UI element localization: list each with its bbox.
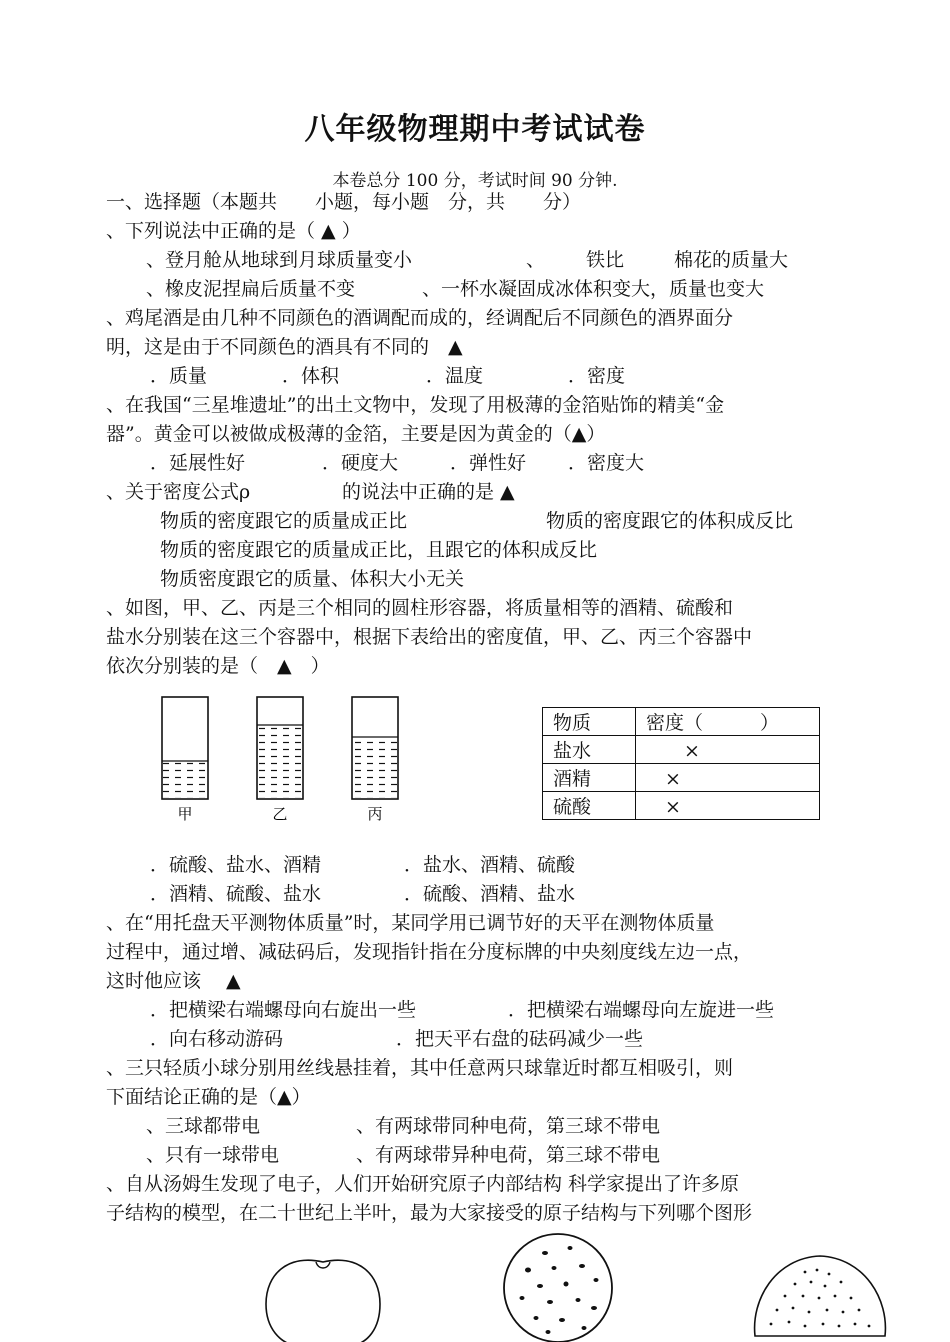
atom-model-bun	[745, 1240, 895, 1342]
density-table	[542, 707, 820, 820]
q2-stem-2: 明，这是由于不同颜色的酒具有不同的 ▲	[106, 336, 463, 358]
q8-stem-1: 、自从汤姆生发现了电子，人们开始研究原子内部结构 科学家提出了许多原	[106, 1173, 740, 1195]
q2-option-b: ．体积	[282, 365, 340, 387]
q8-stem-2: 子结构的模型，在二十世纪上半叶，最为大家接受的原子结构与下列哪个图形	[106, 1202, 753, 1224]
q1-option-b-part2: 铁比	[586, 249, 625, 271]
q4-option-a: 物质的密度跟它的质量成正比	[160, 510, 408, 532]
q7-stem-1: 、三只轻质小球分别用丝线悬挂着，其中任意两只球靠近时都互相吸引，则	[106, 1057, 734, 1079]
q7-stem-2: 下面结论正确的是（▲）	[106, 1086, 311, 1108]
q6-stem-1: 、在“用托盘天平测物体质量”时，某同学用已调节好的天平在测物体质量	[106, 912, 715, 934]
q1-option-b: 、	[526, 249, 546, 271]
atom-model-plum-pudding	[500, 1228, 620, 1342]
q1-option-d: 、一杯水凝固成冰体积变大，质量也变大	[422, 278, 765, 300]
q1-option-b-part3: 棉花的质量大	[674, 249, 789, 271]
q5-option-c: ．酒精、硫酸、盐水	[150, 883, 322, 905]
table-cell: 硫酸	[543, 792, 636, 820]
table-cell: ×	[636, 792, 820, 820]
q7-option-b: 、有两球带同种电荷，第三球不带电	[356, 1115, 661, 1137]
q3-stem-2: 器”。黄金可以被做成极薄的金箔，主要是因为黄金的（▲）	[106, 423, 606, 445]
q2-option-a: ．质量	[150, 365, 208, 387]
q3-option-b: ．硬度大	[322, 452, 399, 474]
section-heading: 一、选择题（本题共 小题，每小题 分，共 分）	[106, 191, 582, 213]
q4-stem: 、关于密度公式ρ	[106, 481, 251, 503]
q5-option-a: ．硫酸、盐水、酒精	[150, 854, 322, 876]
q1-option-a: 、登月舱从地球到月球质量变小	[146, 249, 413, 271]
q4-stem-2: 的说法中正确的是 ▲	[342, 481, 515, 503]
table-row	[543, 792, 820, 820]
q6-stem-3: 这时他应该 ▲	[106, 970, 241, 992]
q3-stem-1: 、在我国“三星堆遗址”的出土文物中，发现了用极薄的金箔贴饰的精美“金	[106, 394, 725, 416]
table-cell: 酒精	[543, 764, 636, 792]
table-header-cell: 密度（ ）	[636, 708, 820, 736]
q3-option-d: ．密度大	[568, 452, 645, 474]
table-row	[543, 736, 820, 764]
q7-option-c: 、只有一球带电	[146, 1144, 280, 1166]
table-row	[543, 764, 820, 792]
container-figure	[150, 690, 420, 830]
q6-option-b: ．把横梁右端螺母向左旋进一些	[508, 999, 775, 1021]
q6-option-d: ．把天平右盘的砝码减少一些	[396, 1028, 644, 1050]
table-cell: ×	[636, 736, 820, 764]
q4-stem-row	[106, 478, 850, 506]
q7-option-a: 、三球都带电	[146, 1115, 261, 1137]
table-cell: ×	[636, 764, 820, 792]
q1-stem: 、下列说法中正确的是（ ▲ ）	[106, 220, 361, 242]
atom-model-tangerine	[258, 1248, 388, 1342]
table-header-cell: 物质	[543, 708, 636, 736]
table-cell: 盐水	[543, 736, 636, 764]
q6-option-c: ．向右移动游码	[150, 1028, 284, 1050]
exam-info: 本卷总分 100 分，考试时间 90 分钟.	[332, 171, 618, 191]
q5-option-b: ．盐水、酒精、硫酸	[404, 854, 576, 876]
table-header-row	[543, 708, 820, 736]
q2-stem-1: 、鸡尾酒是由几种不同颜色的酒调配而成的，经调配后不同颜色的酒界面分	[106, 307, 734, 329]
label-bing: 丙	[367, 805, 383, 823]
q4-option-d: 物质密度跟它的质量、体积大小无关	[160, 568, 465, 590]
q5-option-d: ．硫酸、酒精、盐水	[404, 883, 576, 905]
q5-stem-1: 、如图，甲、乙、丙是三个相同的圆柱形容器，将质量相等的酒精、硫酸和	[106, 597, 734, 619]
q3-option-a: ．延展性好	[150, 452, 246, 474]
q4-option-b: 物质的密度跟它的体积成反比	[546, 510, 794, 532]
label-jia: 甲	[177, 805, 193, 823]
q6-stem-2: 过程中，通过增、减砝码后，发现指针指在分度标牌的中央刻度线左边一点，	[106, 941, 753, 963]
q2-option-d: ．密度	[568, 365, 626, 387]
liquid-jia	[163, 761, 207, 798]
q3-option-c: ．弹性好	[450, 452, 527, 474]
q4-option-c: 物质的密度跟它的质量成正比，且跟它的体积成反比	[160, 539, 598, 561]
q6-option-a: ．把横梁右端螺母向右旋出一些	[150, 999, 417, 1021]
q7-option-d: 、有两球带异种电荷，第三球不带电	[356, 1144, 661, 1166]
q5-stem-3: 依次分别装的是（ ▲ ）	[106, 655, 330, 677]
liquid-yi	[258, 725, 302, 798]
q1-option-c: 、橡皮泥捏扁后质量不变	[146, 278, 356, 300]
page-title: 八年级物理期中考试试卷	[304, 112, 646, 147]
q2-option-c: ．温度	[426, 365, 484, 387]
q5-stem-2: 盐水分别装在这三个容器中，根据下表给出的密度值，甲、乙、丙三个容器中	[106, 626, 753, 648]
label-yi: 乙	[272, 805, 288, 823]
liquid-bing	[353, 737, 397, 798]
